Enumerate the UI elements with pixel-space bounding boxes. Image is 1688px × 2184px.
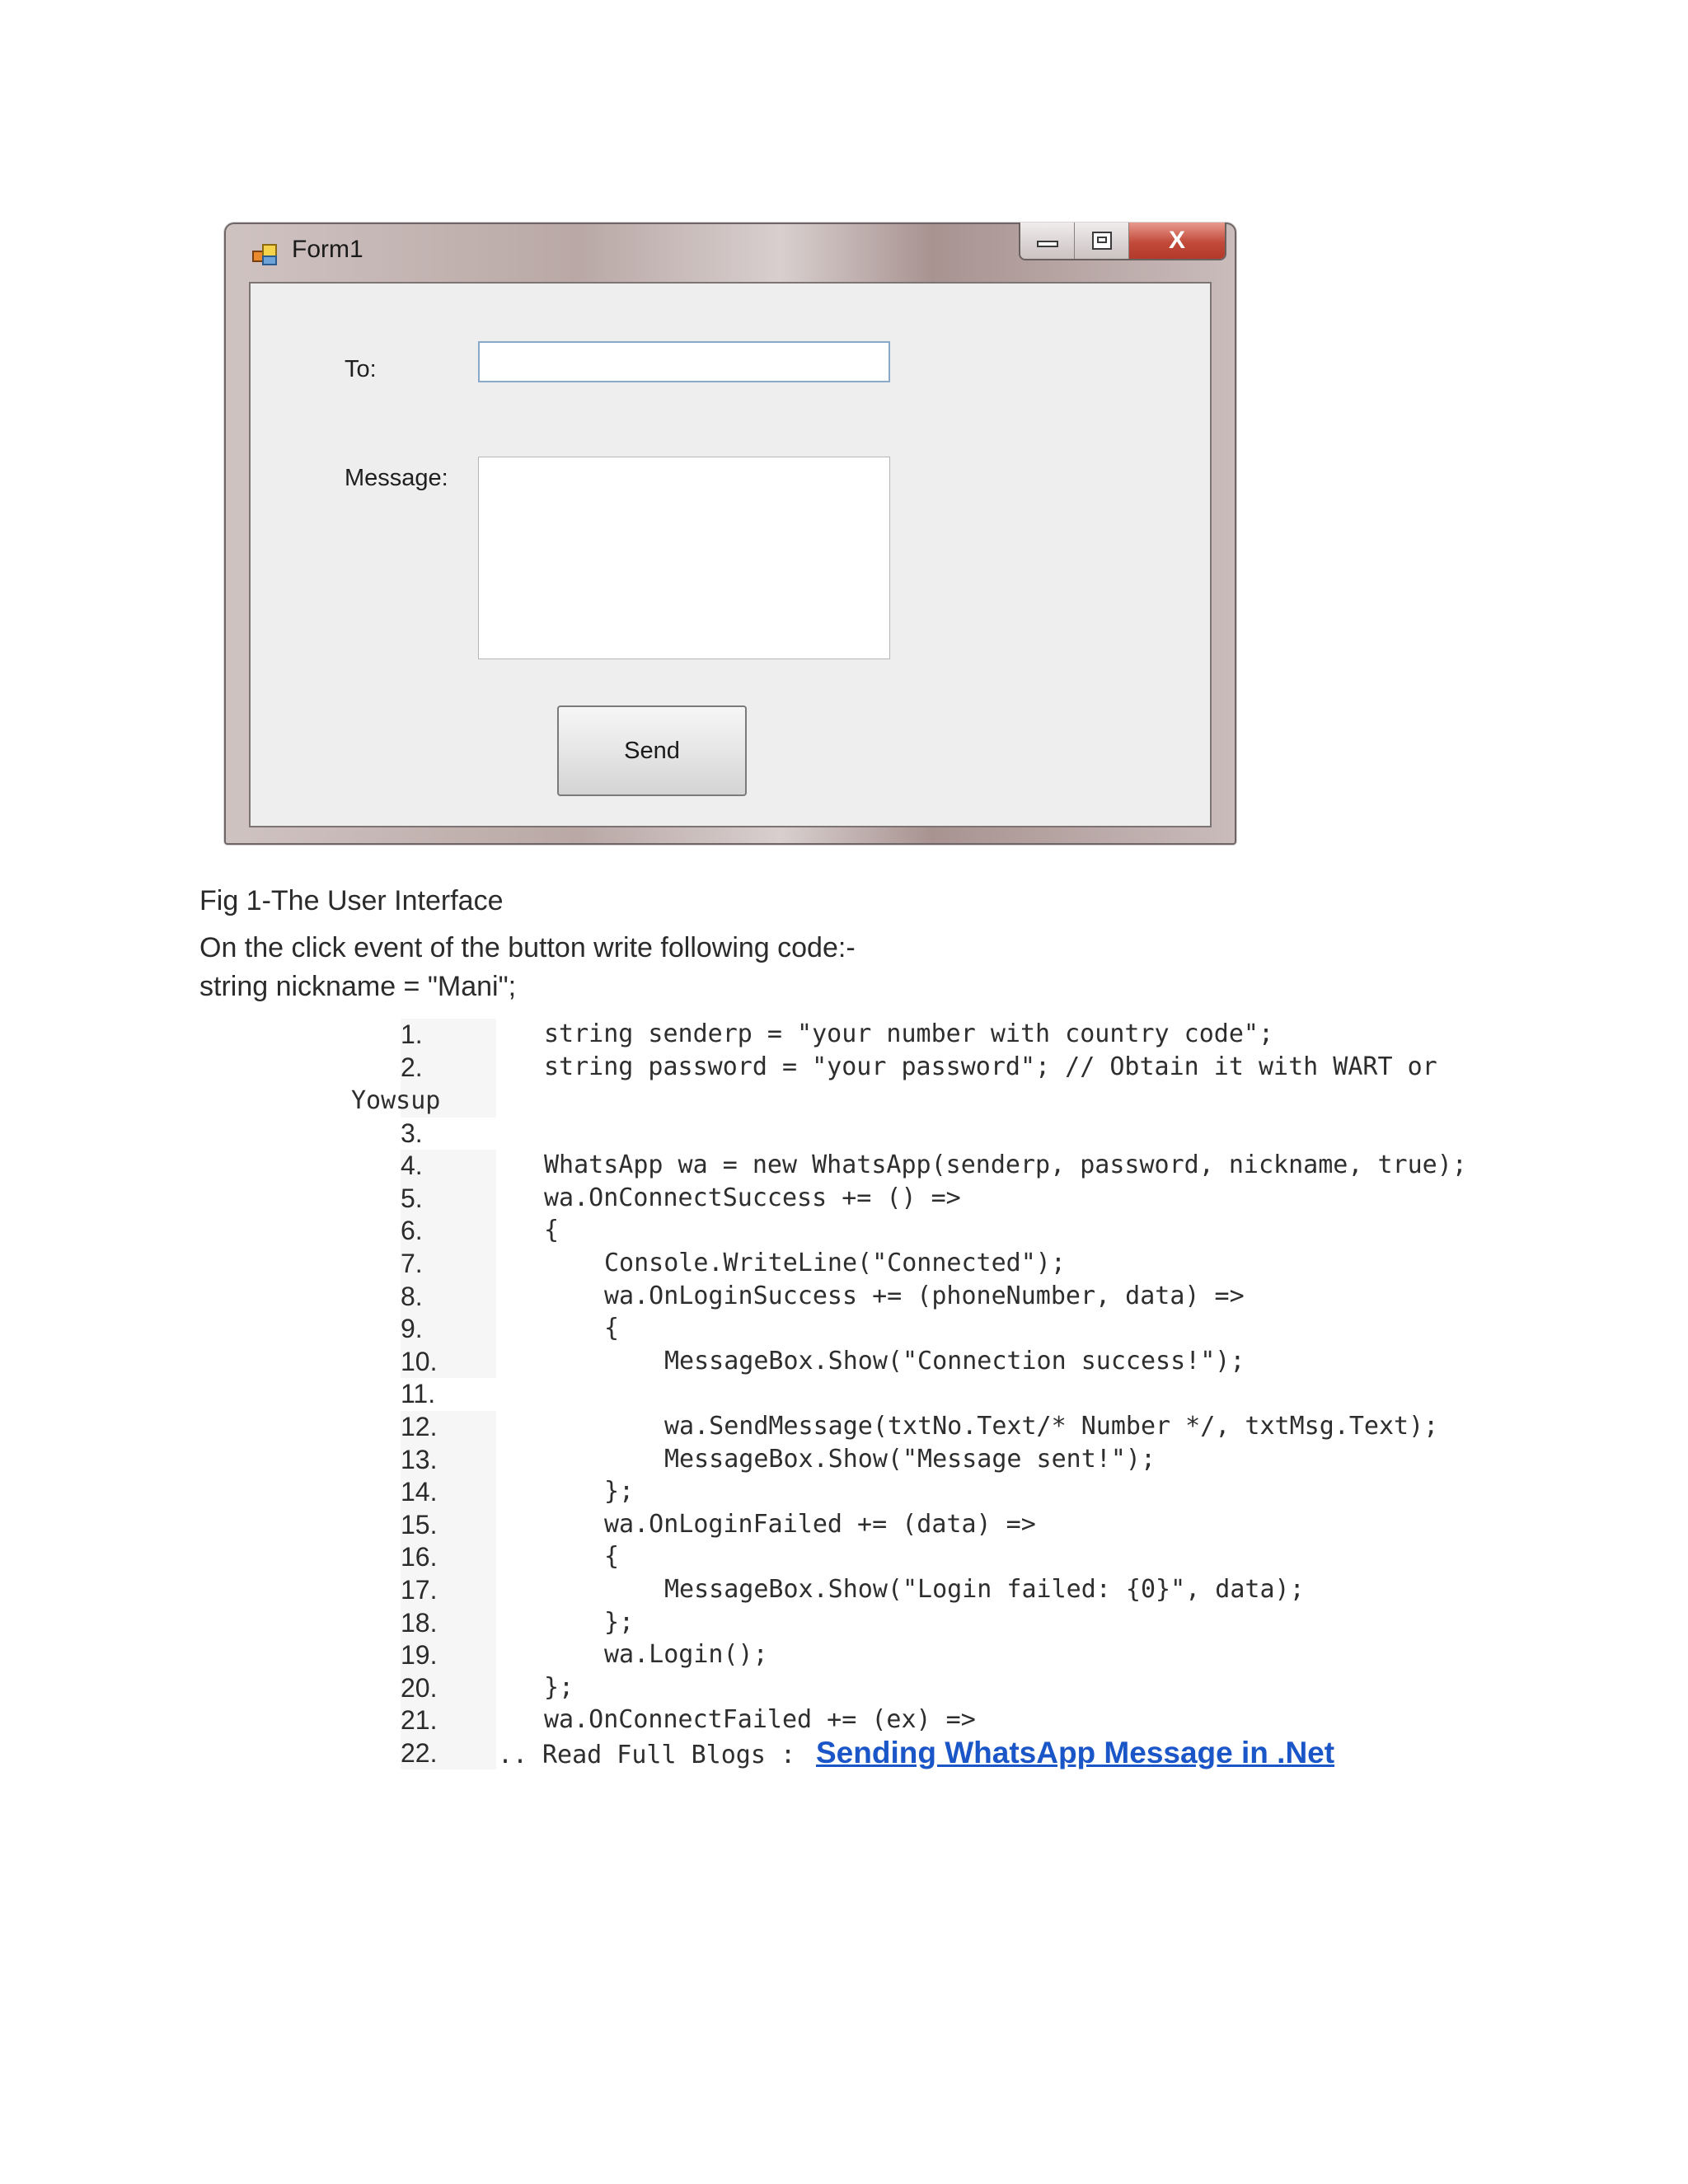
line-number: 16. <box>401 1541 496 1574</box>
line-number: 5. <box>401 1183 496 1216</box>
code-text: Console.WriteLine("Connected"); <box>604 1248 1066 1277</box>
code-text: }; <box>544 1672 574 1702</box>
code-text: MessageBox.Show("Message sent!"); <box>664 1444 1156 1474</box>
code-line <box>0 1672 1688 1705</box>
line-number: 7. <box>401 1248 496 1281</box>
code-line <box>0 1509 1688 1542</box>
maximize-icon <box>1092 232 1112 250</box>
window-title: Form1 <box>292 236 363 263</box>
code-text: { <box>604 1542 620 1572</box>
window-controls <box>1019 223 1226 260</box>
close-icon: X <box>1168 227 1185 254</box>
line-number: 17. <box>401 1574 496 1607</box>
read-full-blogs-label: Read Full Blogs : <box>542 1740 796 1769</box>
code-line <box>0 1476 1688 1509</box>
code-line <box>0 1737 1688 1770</box>
message-textarea[interactable] <box>478 457 890 659</box>
line-number: 1. <box>401 1019 496 1052</box>
code-text: { <box>544 1216 560 1245</box>
code-text: wa.OnConnectFailed += (ex) => <box>544 1705 976 1735</box>
code-text: { <box>604 1314 620 1343</box>
send-button[interactable]: Send <box>557 705 747 796</box>
code-line <box>0 1639 1688 1672</box>
code-line <box>0 1411 1688 1444</box>
line-number: 22. <box>401 1737 496 1770</box>
line-number: 12. <box>401 1411 496 1444</box>
minimize-icon <box>1037 241 1058 247</box>
code-text: MessageBox.Show("Connection success!"); <box>664 1346 1245 1376</box>
code-line <box>0 1378 1688 1411</box>
code-line <box>0 1346 1688 1379</box>
code-line <box>0 1574 1688 1607</box>
code-line <box>0 1019 1688 1052</box>
line-number: 2. <box>401 1052 496 1118</box>
close-button[interactable] <box>1129 223 1225 259</box>
code-text: wa.OnLoginSuccess += (phoneNumber, data) => <box>604 1281 1245 1310</box>
line-number: 6. <box>401 1215 496 1248</box>
line-number: 10. <box>401 1346 496 1379</box>
minimize-button[interactable] <box>1020 223 1075 259</box>
nickname-line: string nickname = "Mani"; <box>199 971 517 1002</box>
code-line <box>0 1118 1688 1151</box>
code-text: }; <box>604 1607 635 1637</box>
ellipsis: .. <box>498 1740 528 1769</box>
code-text: wa.OnLoginFailed += (data) => <box>604 1509 1036 1539</box>
line-number: 3. <box>401 1118 423 1148</box>
line-number: 18. <box>401 1607 496 1640</box>
to-label: To: <box>345 356 377 382</box>
code-text: string senderp = "your number with country code"; <box>544 1019 1274 1048</box>
line-number: 19. <box>401 1639 496 1672</box>
line-number: 21. <box>401 1704 496 1737</box>
code-line <box>0 1444 1688 1477</box>
code-text: wa.OnConnectSuccess += () => <box>544 1183 961 1212</box>
form-client-area <box>249 282 1212 827</box>
blog-link[interactable]: Sending WhatsApp Message in .Net <box>816 1735 1335 1769</box>
code-text: wa.SendMessage(txtNo.Text/* Number */, txtMsg.Text); <box>664 1411 1439 1441</box>
code-text: wa.Login(); <box>604 1640 768 1670</box>
code-line <box>0 1607 1688 1640</box>
app-icon <box>252 244 277 267</box>
code-line <box>0 1052 1688 1118</box>
code-text-wrap: Yowsup <box>351 1085 441 1115</box>
line-number: 15. <box>401 1509 496 1542</box>
code-line <box>0 1183 1688 1216</box>
code-line <box>0 1313 1688 1346</box>
code-text: }; <box>604 1477 635 1507</box>
line-number: 8. <box>401 1281 496 1314</box>
line-number: 20. <box>401 1672 496 1705</box>
code-line <box>0 1704 1688 1737</box>
figure-caption: Fig 1-The User Interface <box>199 885 504 916</box>
code-text: MessageBox.Show("Login failed: {0}", data); <box>664 1574 1305 1604</box>
to-input[interactable] <box>478 341 890 382</box>
code-line <box>0 1541 1688 1574</box>
maximize-button[interactable] <box>1075 223 1129 259</box>
message-label: Message: <box>345 465 448 491</box>
code-line <box>0 1281 1688 1314</box>
code-text: string password = "your password"; // Obtain it with WART or <box>544 1052 1437 1081</box>
code-listing <box>0 1019 1688 1769</box>
line-number: 13. <box>401 1444 496 1477</box>
title-bar <box>226 224 1235 282</box>
line-number: 14. <box>401 1476 496 1509</box>
code-line <box>0 1150 1688 1183</box>
code-line <box>0 1215 1688 1248</box>
line-number: 11. <box>401 1379 436 1409</box>
line-number: 4. <box>401 1150 496 1183</box>
code-text: WhatsApp wa = new WhatsApp(senderp, password, nickname, true); <box>544 1151 1467 1180</box>
intro-paragraph: On the click event of the button write following code:- <box>199 932 856 963</box>
line-number: 9. <box>401 1313 496 1346</box>
code-line <box>0 1248 1688 1281</box>
form1-window <box>224 223 1236 845</box>
